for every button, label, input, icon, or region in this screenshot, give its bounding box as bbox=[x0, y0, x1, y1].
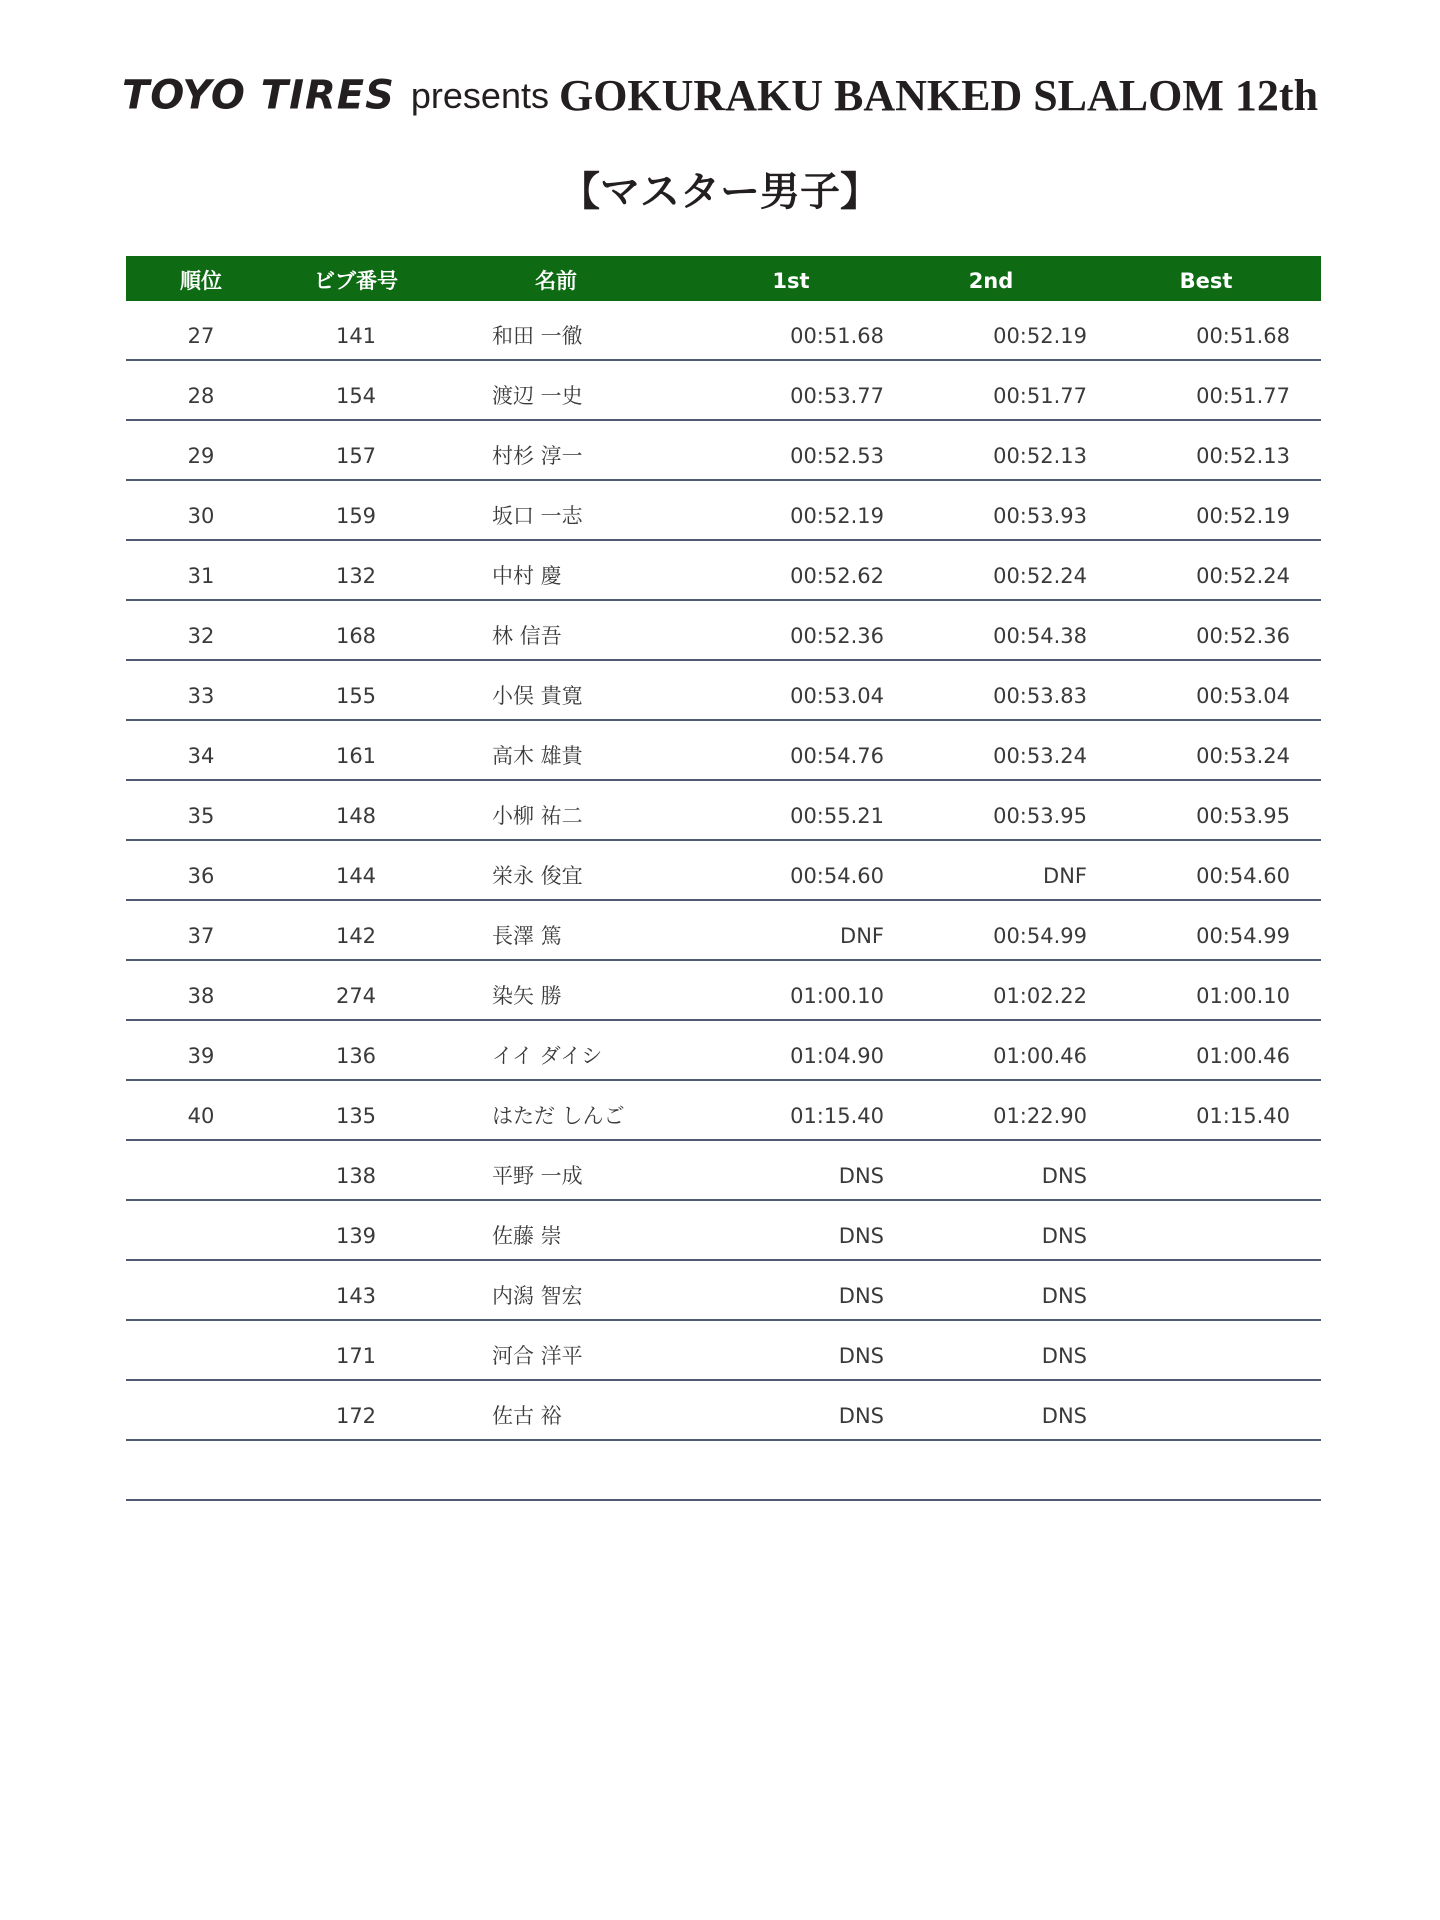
first-run-cell: 00:52.36 bbox=[790, 624, 884, 648]
name-cell: 中村 慶 bbox=[492, 564, 562, 588]
rank-cell: 30 bbox=[187, 504, 215, 528]
best-time-cell: 00:51.68 bbox=[1196, 324, 1290, 348]
first-run-cell: DNS bbox=[838, 1404, 884, 1428]
first-run-cell: 00:53.77 bbox=[790, 384, 884, 408]
best-time-cell: 01:15.40 bbox=[1196, 1104, 1290, 1128]
best-time-cell: 00:52.13 bbox=[1196, 444, 1290, 468]
bib-cell: 132 bbox=[335, 564, 377, 588]
name-cell: 高木 雄貴 bbox=[492, 744, 583, 768]
best-time-cell: 00:52.24 bbox=[1196, 564, 1290, 588]
rank-cell: 34 bbox=[187, 744, 215, 768]
bib-cell: 136 bbox=[335, 1044, 377, 1068]
presents-text: presents bbox=[410, 74, 549, 116]
bib-cell: 139 bbox=[335, 1224, 377, 1248]
bib-cell: 141 bbox=[335, 324, 377, 348]
bib-cell: 159 bbox=[335, 504, 377, 528]
first-run-cell: 01:00.10 bbox=[790, 984, 884, 1008]
rank-cell: 31 bbox=[187, 564, 215, 588]
category-title: 【マスター男子】 bbox=[560, 169, 880, 215]
rank-cell: 32 bbox=[187, 624, 215, 648]
bib-cell: 274 bbox=[335, 984, 377, 1008]
second-run-cell: 00:53.83 bbox=[993, 684, 1087, 708]
first-run-cell: 00:52.53 bbox=[790, 444, 884, 468]
table-row bbox=[126, 961, 1321, 1021]
first-run-cell: 01:15.40 bbox=[790, 1104, 884, 1128]
first-run-cell: 00:52.62 bbox=[790, 564, 884, 588]
rank-cell: 33 bbox=[187, 684, 215, 708]
table-row bbox=[126, 1261, 1321, 1321]
bib-cell: 144 bbox=[335, 864, 377, 888]
column-header-first-run: 1st bbox=[772, 269, 810, 293]
bib-cell: 157 bbox=[335, 444, 377, 468]
table-row bbox=[126, 601, 1321, 661]
table-row bbox=[126, 301, 1321, 361]
best-time-cell: 00:54.99 bbox=[1196, 924, 1290, 948]
rank-cell: 36 bbox=[187, 864, 215, 888]
bib-cell: 142 bbox=[335, 924, 377, 948]
first-run-cell: 00:52.19 bbox=[790, 504, 884, 528]
column-header-second-run: 2nd bbox=[968, 269, 1014, 293]
rank-cell: 29 bbox=[187, 444, 215, 468]
name-cell: 平野 一成 bbox=[492, 1164, 583, 1188]
rank-cell: 35 bbox=[187, 804, 215, 828]
bib-cell: 161 bbox=[335, 744, 377, 768]
best-time-cell: 00:53.95 bbox=[1196, 804, 1290, 828]
first-run-cell: 00:54.76 bbox=[790, 744, 884, 768]
second-run-cell: 00:53.24 bbox=[993, 744, 1087, 768]
bib-cell: 172 bbox=[335, 1404, 377, 1428]
second-run-cell: 01:02.22 bbox=[993, 984, 1087, 1008]
best-time-cell: 01:00.10 bbox=[1196, 984, 1290, 1008]
rank-cell: 37 bbox=[187, 924, 215, 948]
first-run-cell: DNF bbox=[840, 924, 884, 948]
rank-cell: 28 bbox=[187, 384, 215, 408]
first-run-cell: 00:55.21 bbox=[790, 804, 884, 828]
table-header bbox=[126, 256, 1321, 301]
name-cell: 内潟 智宏 bbox=[492, 1284, 583, 1308]
first-run-cell: 00:51.68 bbox=[790, 324, 884, 348]
table-row bbox=[126, 421, 1321, 481]
name-cell: 村杉 淳一 bbox=[492, 444, 583, 468]
best-time-cell: 00:54.60 bbox=[1196, 864, 1290, 888]
sponsor-logo: TOYO TIRES bbox=[121, 72, 395, 119]
table-row bbox=[126, 661, 1321, 721]
name-cell: 染矢 勝 bbox=[492, 984, 562, 1008]
second-run-cell: 01:22.90 bbox=[993, 1104, 1087, 1128]
second-run-cell: 01:00.46 bbox=[993, 1044, 1087, 1068]
name-cell: 小柳 祐二 bbox=[492, 804, 583, 828]
table-row bbox=[126, 1141, 1321, 1201]
second-run-cell: DNS bbox=[1041, 1284, 1087, 1308]
best-time-cell: 00:52.19 bbox=[1196, 504, 1290, 528]
name-cell: 佐古 裕 bbox=[492, 1404, 562, 1428]
table-row bbox=[126, 1441, 1321, 1501]
bib-cell: 148 bbox=[335, 804, 377, 828]
bib-cell: 138 bbox=[335, 1164, 377, 1188]
first-run-cell: DNS bbox=[838, 1284, 884, 1308]
name-cell: 佐藤 崇 bbox=[492, 1224, 562, 1248]
column-header-best: Best bbox=[1179, 269, 1233, 293]
bib-cell: 155 bbox=[335, 684, 377, 708]
table-row bbox=[126, 901, 1321, 961]
table-row bbox=[126, 361, 1321, 421]
column-header-bib: ビブ番号 bbox=[314, 269, 398, 293]
bib-cell: 135 bbox=[335, 1104, 377, 1128]
first-run-cell: DNS bbox=[838, 1164, 884, 1188]
table-row bbox=[126, 541, 1321, 601]
second-run-cell: 00:53.93 bbox=[993, 504, 1087, 528]
second-run-cell: 00:53.95 bbox=[993, 804, 1087, 828]
table-row bbox=[126, 481, 1321, 541]
second-run-cell: DNS bbox=[1041, 1404, 1087, 1428]
name-cell: 小俣 貴寛 bbox=[492, 684, 583, 708]
name-cell: 坂口 一志 bbox=[492, 504, 583, 528]
second-run-cell: DNS bbox=[1041, 1224, 1087, 1248]
event-name: GOKURAKU BANKED SLALOM 12th bbox=[558, 71, 1319, 120]
name-cell: はただ しんご bbox=[492, 1104, 625, 1128]
second-run-cell: 00:51.77 bbox=[993, 384, 1087, 408]
bib-cell: 171 bbox=[335, 1344, 377, 1368]
second-run-cell: DNS bbox=[1041, 1164, 1087, 1188]
name-cell: 和田 一徹 bbox=[492, 324, 583, 348]
name-cell: 渡辺 一史 bbox=[492, 384, 583, 408]
name-cell: 栄永 俊宜 bbox=[492, 864, 583, 888]
second-run-cell: DNF bbox=[1043, 864, 1087, 888]
second-run-cell: 00:54.99 bbox=[993, 924, 1087, 948]
event-title bbox=[0, 70, 1440, 121]
table-row bbox=[126, 781, 1321, 841]
table-row bbox=[126, 1081, 1321, 1141]
second-run-cell: 00:52.13 bbox=[993, 444, 1087, 468]
table-row bbox=[126, 1021, 1321, 1081]
bib-cell: 154 bbox=[335, 384, 377, 408]
first-run-cell: 00:53.04 bbox=[790, 684, 884, 708]
first-run-cell: 01:04.90 bbox=[790, 1044, 884, 1068]
second-run-cell: 00:52.24 bbox=[993, 564, 1087, 588]
best-time-cell: 00:52.36 bbox=[1196, 624, 1290, 648]
column-header-rank: 順位 bbox=[180, 269, 222, 293]
name-cell: 河合 洋平 bbox=[492, 1344, 583, 1368]
name-cell: イイ ダイシ bbox=[492, 1044, 603, 1068]
bib-cell: 168 bbox=[335, 624, 377, 648]
second-run-cell: 00:52.19 bbox=[993, 324, 1087, 348]
table-row bbox=[126, 1381, 1321, 1441]
name-cell: 林 信吾 bbox=[492, 624, 562, 648]
column-header-name: 名前 bbox=[535, 269, 577, 293]
second-run-cell: DNS bbox=[1041, 1344, 1087, 1368]
table-row bbox=[126, 1201, 1321, 1261]
first-run-cell: DNS bbox=[838, 1224, 884, 1248]
rank-cell: 27 bbox=[187, 324, 215, 348]
best-time-cell: 00:53.04 bbox=[1196, 684, 1290, 708]
table-body bbox=[126, 301, 1321, 1501]
name-cell: 長澤 篤 bbox=[492, 924, 562, 948]
best-time-cell: 00:51.77 bbox=[1196, 384, 1290, 408]
rank-cell: 38 bbox=[187, 984, 215, 1008]
rank-cell: 39 bbox=[187, 1044, 215, 1068]
best-time-cell: 01:00.46 bbox=[1196, 1044, 1290, 1068]
table-row bbox=[126, 841, 1321, 901]
table-row bbox=[126, 1321, 1321, 1381]
results-table bbox=[126, 256, 1321, 1501]
first-run-cell: DNS bbox=[838, 1344, 884, 1368]
bib-cell: 143 bbox=[335, 1284, 377, 1308]
best-time-cell: 00:53.24 bbox=[1196, 744, 1290, 768]
table-row bbox=[126, 721, 1321, 781]
second-run-cell: 00:54.38 bbox=[993, 624, 1087, 648]
rank-cell: 40 bbox=[187, 1104, 215, 1128]
first-run-cell: 00:54.60 bbox=[790, 864, 884, 888]
